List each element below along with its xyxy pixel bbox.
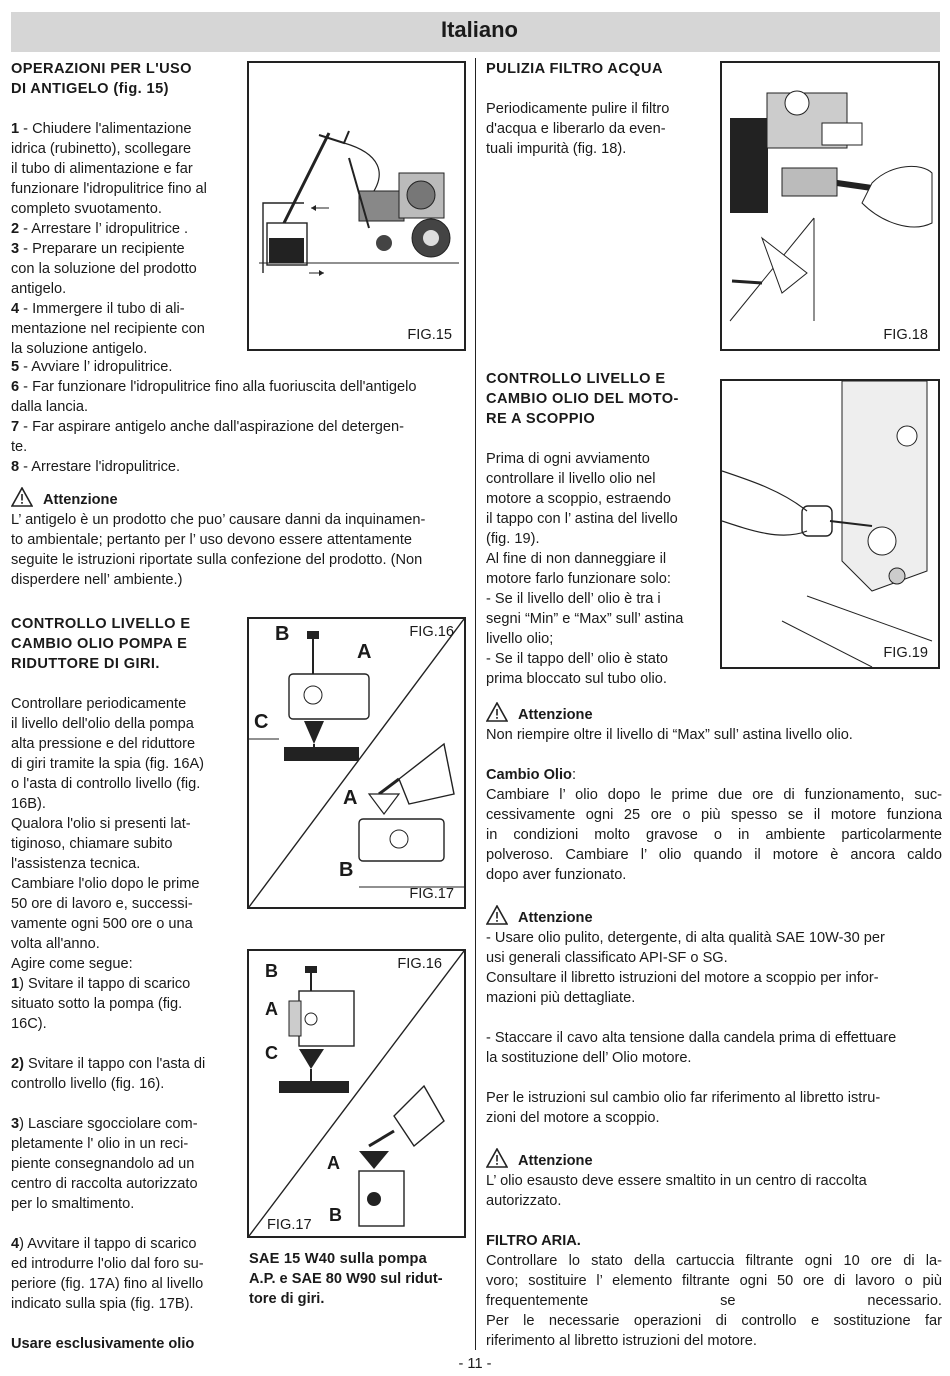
engine-oil-text (486, 449, 714, 689)
air-filter-title: FILTRO ARIA. (486, 1233, 581, 1249)
warning-line: la sostituzione dell’ Olio motore. (486, 1050, 692, 1066)
oil-spec-3: tore di giri. (249, 1291, 325, 1307)
pump-oil-line: per lo smaltimento. (11, 1196, 135, 1212)
engine-oil-details (486, 702, 942, 1351)
engine-oil-title-1: CONTROLLO LIVELLO E (486, 371, 666, 387)
engine-warning-2-heading (486, 905, 942, 928)
engine-warning-3-text (486, 1171, 942, 1211)
pump-oil-line: alta pressione e del riduttore (11, 736, 196, 752)
pump-oil-line: Controllare periodicamente (11, 696, 187, 712)
pump-oil-line: 2) Svitare il tappo con l'asta di (11, 1056, 206, 1072)
oil-change-line: cessivamente ogni 25 ore o più spesso se il motore funziona (486, 807, 942, 823)
engine-oil-line: segni “Min” e “Max” sull’ astina (486, 611, 684, 627)
label-c-top: C (254, 711, 269, 733)
engine-warning-1-text: Non riempire oltre il livello di “Max” sull’ astina livello olio. (486, 727, 853, 743)
label-a-top-2: A (343, 787, 358, 809)
pump-oil-title-1: CONTROLLO LIVELLO E (11, 616, 191, 632)
pump-oil-line: situato sotto la pompa (fig. (11, 996, 183, 1012)
engine-oil-line: (fig. 19). (486, 531, 540, 547)
pump-oil-line: o l'asta di controllo livello (fig. (11, 776, 201, 792)
reducer-oil-illustration (249, 951, 464, 1236)
antifreeze-steps-long (11, 357, 471, 590)
engine-oil-line: Al fine di non danneggiare il (486, 551, 667, 567)
warning-title: Attenzione (518, 1153, 593, 1169)
oil-change-heading: Cambio Olio: (486, 767, 577, 783)
antifreeze-step-line: funzionare l'idropulitrice fino al (11, 181, 207, 197)
warning-line: L’ antigelo è un prodotto che puo’ causare danni da inquinamen- (11, 512, 426, 528)
label-b-bottom-2: B (329, 1205, 342, 1225)
antifreeze-step-line: 8 - Arrestare l'idropulitrice. (11, 459, 181, 475)
figure-15-label: FIG.15 (407, 327, 452, 343)
pump-oil-line (11, 1314, 235, 1334)
antifreeze-step-line: 6 - Far funzionare l'idropulitrice fino alla fuoriuscita dell'antigelo (11, 379, 417, 395)
warning-title: Attenzione (518, 910, 593, 926)
warning-line: Consultare il libretto istruzioni del motore a scoppio per infor- (486, 970, 879, 986)
warning-line: - Staccare il cavo alta tensione dalla candela prima di effettuare (486, 1030, 897, 1046)
label-a-bottom-2: A (327, 1153, 340, 1173)
engine-oil-line: controllare il livello olio nel (486, 471, 656, 487)
label-a-top: A (357, 641, 372, 663)
engine-oil-line: motore a scoppio, estraendo (486, 491, 671, 507)
pump-oil-line: Agire come segue: (11, 956, 133, 972)
pump-oil-line: 1) Svitare il tappo di scarico (11, 976, 191, 992)
pump-oil-line: il livello dell'olio della pompa (11, 716, 194, 732)
antifreeze-title-2: DI ANTIGELO (fig. 15) (11, 81, 169, 97)
oil-change-line: dopo aver funzionato. (486, 867, 627, 883)
engine-oil-line: il tappo con l’ astina del livello (486, 511, 678, 527)
antifreeze-step-line: antigelo. (11, 281, 67, 297)
antifreeze-step-line: 7 - Far aspirare antigelo anche dall'aspirazione del detergen- (11, 419, 405, 435)
figure-16-17-bottom (247, 949, 466, 1238)
oil-change-line: Cambiare l’ olio dopo le prime due ore di funzionamento, suc- (486, 787, 942, 803)
figure-17-label-bottom: FIG.17 (267, 1217, 312, 1233)
air-filter-line: Per le necessarie operazioni di controllo e sostituzione far (486, 1313, 942, 1329)
pump-oil-line: periore (fig. 17A) fino al livello (11, 1276, 204, 1292)
pump-oil-line: centro di raccolta autorizzato (11, 1176, 198, 1192)
antifreeze-step-line: completo svuotamento. (11, 201, 162, 217)
engine-oil-line: - Se il tappo dell’ olio è stato (486, 651, 668, 667)
engine-oil-line: Prima di ogni avviamento (486, 451, 650, 467)
oil-spec-1: SAE 15 W40 sulla pompa (249, 1251, 427, 1267)
engine-dipstick-illustration (722, 381, 938, 667)
pump-oil-line: controllo livello (fig. 16). (11, 1076, 165, 1092)
pressure-washer-illustration (249, 63, 464, 349)
header-bar (11, 12, 940, 52)
antifreeze-warning-text (11, 510, 471, 590)
warning-icon (486, 1148, 508, 1168)
pump-oil-steps (11, 694, 235, 1354)
pump-oil-line: vamente ogni 500 ore o una (11, 916, 193, 932)
pump-oil-line: Usare esclusivamente olio (11, 1336, 195, 1352)
pump-oil-line (11, 1034, 235, 1054)
figure-19-label: FIG.19 (883, 645, 928, 661)
pump-oil-line: piente consegnandolo ad un (11, 1156, 195, 1172)
antifreeze-step-line: 1 - Chiudere l'alimentazione (11, 121, 192, 137)
water-filter-section (486, 59, 712, 159)
engine-oil-line: - Se il livello dell’ olio è tra i (486, 591, 661, 607)
pump-oil-line: 3) Lasciare sgocciolare com- (11, 1116, 198, 1132)
figure-19 (720, 379, 940, 669)
pump-oil-line: volta all'anno. (11, 936, 100, 952)
pump-oil-line: tiginoso, chiamare subito (11, 836, 173, 852)
label-c-bottom: C (265, 1043, 278, 1063)
label-b-top: B (275, 623, 290, 645)
pump-oil-line: di giri tramite la spia (fig. 16A) (11, 756, 205, 772)
engine-warning-1-heading (486, 702, 942, 725)
warning-icon (486, 702, 508, 722)
warning-line (486, 1008, 942, 1028)
warning-line: Per le istruzioni sul cambio olio far riferimento al libretto istru- (486, 1090, 881, 1106)
air-filter-line: Controllare lo stato della cartuccia filtrante ogni 10 ore di la- (486, 1253, 942, 1269)
oil-change-line: polveroso. Cambiare l’ olio quando il motore è ancora caldo (486, 847, 942, 863)
warning-line: autorizzato. (486, 1193, 562, 1209)
pump-oil-line: Cambiare l'olio dopo le prime (11, 876, 200, 892)
figure-16-label-bottom: FIG.16 (397, 956, 442, 972)
pump-oil-title-3: RIDUTTORE DI GIRI. (11, 656, 160, 672)
antifreeze-step-line: il tubo di alimentazione e far (11, 161, 193, 177)
pump-oil-line (11, 1094, 235, 1114)
engine-warning-2-text (486, 928, 942, 1128)
antifreeze-step-line: 3 - Preparare un recipiente (11, 241, 185, 257)
figure-17-label-top: FIG.17 (409, 886, 454, 902)
pump-oil-line: indicato sulla spia (fig. 17B). (11, 1296, 194, 1312)
warning-title: Attenzione (43, 492, 118, 508)
engine-oil-section (486, 369, 714, 689)
label-a-bottom: A (265, 999, 278, 1019)
antifreeze-step-line: te. (11, 439, 28, 455)
figure-16-label-top: FIG.16 (409, 624, 454, 640)
engine-oil-line: livello olio; (486, 631, 554, 647)
warning-line: seguite le istruzioni riportate sulla confezione del prodotto. (Non (11, 552, 423, 568)
warning-line: L’ olio esausto deve essere smaltito in un centro di raccolta (486, 1173, 867, 1189)
figure-16-17-top (247, 617, 466, 909)
air-filter-line: riferimento al libretto istruzioni del motore. (486, 1333, 757, 1349)
antifreeze-step-line: 4 - Immergere il tubo di ali- (11, 301, 185, 317)
antifreeze-warning-heading (11, 487, 471, 510)
warning-line (486, 1068, 942, 1088)
water-filter-line: d'acqua e liberarlo da even- (486, 121, 666, 137)
warning-line: - Usare olio pulito, detergente, di alta qualità SAE 10W-30 per (486, 930, 885, 946)
antifreeze-step-line: con la soluzione del prodotto (11, 261, 197, 277)
pump-oil-line: ed introdurre l'olio dal foro su- (11, 1256, 204, 1272)
antifreeze-step-line: 5 - Avviare l’ idropulitrice. (11, 359, 173, 375)
oil-spec-2: A.P. e SAE 80 W90 sul ridut- (249, 1271, 443, 1287)
water-filter-title: PULIZIA FILTRO ACQUA (486, 61, 663, 77)
warning-line: mazioni più dettagliate. (486, 990, 636, 1006)
pump-oil-title-2: CAMBIO OLIO POMPA E (11, 636, 188, 652)
warning-icon (486, 905, 508, 925)
figure-15 (247, 61, 466, 351)
warning-icon (11, 487, 33, 507)
pump-oil-line: 16B). (11, 796, 46, 812)
water-filter-text (486, 99, 712, 159)
water-filter-line: Periodicamente pulire il filtro (486, 101, 670, 117)
air-filter-text (486, 1251, 942, 1351)
pump-oil-line (11, 1214, 235, 1234)
antifreeze-section (11, 59, 241, 359)
antifreeze-step-line: la soluzione antigelo. (11, 341, 148, 357)
antifreeze-step-line: mentazione nel recipiente con (11, 321, 205, 337)
warning-line: zioni del motore a scoppio. (486, 1110, 660, 1126)
warning-line: disperdere nell’ ambiente.) (11, 572, 183, 588)
antifreeze-steps (11, 119, 241, 359)
language-title: Italiano (440, 17, 518, 42)
pump-oil-line: pletamente l' olio in un reci- (11, 1136, 189, 1152)
figure-18-label: FIG.18 (883, 327, 928, 343)
warning-title: Attenzione (518, 707, 593, 723)
antifreeze-step-line: 2 - Arrestare l’ idropulitrice . (11, 221, 189, 237)
pump-oil-line: Qualora l'olio si presenti lat- (11, 816, 191, 832)
warning-line: to ambientale; pertanto per l’ uso devono essere attentamente (11, 532, 413, 548)
pump-oil-line: 4) Avvitare il tappo di scarico (11, 1236, 197, 1252)
engine-warning-3-heading (486, 1148, 942, 1171)
engine-oil-line: motore farlo funzionare solo: (486, 571, 671, 587)
pump-oil-line: l'assistenza tecnica. (11, 856, 141, 872)
air-filter-line: voro; sostituire l’ elemento filtrante ogni 50 ore di lavoro o più (486, 1273, 942, 1289)
antifreeze-title-1: OPERAZIONI PER L'USO (11, 61, 192, 77)
pump-oil-line: 16C). (11, 1016, 47, 1032)
antifreeze-step-line: idrica (rubinetto), scollegare (11, 141, 192, 157)
oil-spec-note (249, 1249, 471, 1309)
air-filter-line: frequentemente se necessario. (486, 1293, 942, 1309)
label-b-bottom: B (265, 961, 278, 981)
pump-oil-line: 50 ore di lavoro e, successi- (11, 896, 193, 912)
engine-oil-line: prima bloccato sul tubo olio. (486, 671, 667, 687)
pump-oil-section (11, 614, 235, 1354)
engine-oil-title-3: RE A SCOPPIO (486, 411, 596, 427)
column-divider (475, 58, 476, 1350)
warning-line: usi generali classificato API-SF o SG. (486, 950, 728, 966)
page-number: - 11 - (458, 1356, 492, 1372)
oil-change-text (486, 785, 942, 885)
antifreeze-step-line: dalla lancia. (11, 399, 89, 415)
oil-change-line: in condizioni molto gravose o in ambiente particolarmente (486, 827, 942, 843)
label-b-top-2: B (339, 859, 354, 881)
engine-oil-title-2: CAMBIO OLIO DEL MOTO- (486, 391, 679, 407)
water-filter-line: tuali impurità (fig. 18). (486, 141, 627, 157)
figure-18 (720, 61, 940, 351)
water-filter-illustration (722, 63, 938, 349)
